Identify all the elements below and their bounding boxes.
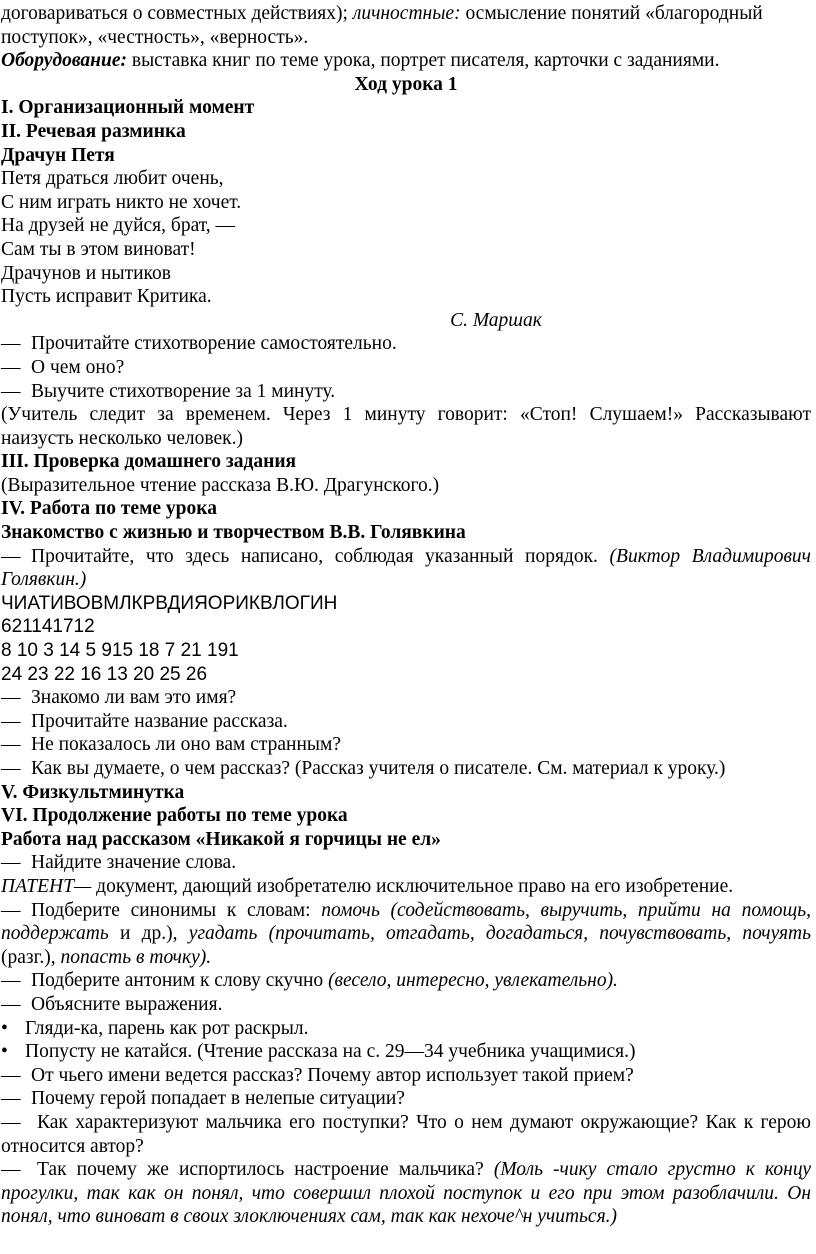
- question-item: [1, 356, 811, 380]
- poem-line: Петя драться любит очень,: [1, 168, 224, 190]
- question-text: (разг.),: [1, 946, 61, 968]
- warmup-note: (Учитель следит за временем. Через 1 минуту говорит: «Стоп! Слушаем!» Рассказывают наизусть несколько человек.): [1, 404, 811, 449]
- question-item: [1, 969, 811, 993]
- question-text: и др.),: [108, 923, 189, 945]
- poem-title: Драчун Петя: [1, 144, 115, 166]
- answer-text: помочь (содействовать, выручить, прийти на помощь, поддержать: [1, 899, 811, 945]
- section-heading-4: IV. Работа по теме урока: [1, 498, 217, 520]
- dash-marker: —: [1, 758, 21, 779]
- question-text: Подберите антоним к слову скучно: [31, 970, 329, 992]
- question-text: Как вы думаете, о чем рассказ? (Рассказ учителя о писателе. См. материал к уроку.): [31, 758, 726, 779]
- section-heading-1: I. Организационный момент: [1, 97, 255, 119]
- dash-marker: —: [1, 734, 21, 756]
- question-text: Почему герой попадает в нелепые ситуации?: [31, 1088, 405, 1110]
- intro-text: договариваться о совместных действиях);: [1, 3, 353, 24]
- dash-marker: —: [1, 1159, 21, 1181]
- section-heading-5: V. Физкультминутка: [1, 781, 185, 803]
- cipher-letters: ЧИАТИВОВМЛКРВДИЯОРИКВЛОГИН: [1, 592, 338, 614]
- lesson-title: Ход урока 1: [354, 73, 458, 95]
- question-text: Выучите стихотворение за 1 минуту.: [31, 380, 336, 402]
- dash-marker: —: [1, 1111, 21, 1133]
- question-item: [1, 993, 811, 1017]
- dash-marker: —: [1, 687, 21, 709]
- homework-text: (Выразительное чтение рассказа В.Ю. Драгунского.): [1, 474, 440, 496]
- answer-text: (Моль -чику стало грустно к концу прогулки, так как он понял, что совершил плохой поступок и его при этом разоблачили. Он понял, что виноват в своих злоключениях сам, так как нехоче^н учиться.): [1, 1159, 811, 1228]
- question-item: [1, 757, 811, 781]
- answer-text: попасть в точку).: [60, 946, 212, 968]
- poem-author: С. Маршак: [450, 309, 542, 331]
- question-text: Так почему же испортилось настроение мальчика?: [37, 1159, 494, 1181]
- section-heading-6: VI. Продолжение работы по теме урока: [1, 805, 348, 827]
- question-text: Прочитайте название рассказа.: [31, 710, 288, 732]
- question-item: [1, 686, 811, 710]
- intro-line-2: поступок», «честность», «верность».: [1, 26, 309, 48]
- poem-line: С ним играть никто не хочет.: [1, 191, 242, 213]
- section-heading-3: III. Проверка домашнего задания: [1, 451, 297, 473]
- equipment-text: выставка книг по теме урока, портрет писателя, карточки с заданиями.: [126, 50, 720, 72]
- dash-marker: —: [1, 970, 21, 992]
- question-text: Знакомо ли вам это имя?: [31, 687, 237, 709]
- question-text: О чем оно?: [31, 356, 125, 378]
- section-subheading-4: Знакомство с жизнью и творчеством В.В. Голявкина: [1, 522, 466, 544]
- dash-marker: —: [1, 333, 21, 355]
- question-item: [1, 899, 811, 970]
- bullet-text: Гляди-ка, парень как рот раскрыл.: [25, 1017, 309, 1039]
- poem: [1, 167, 811, 309]
- question-item: [1, 380, 811, 404]
- equipment-label: Оборудование:: [1, 50, 127, 72]
- question-item: [1, 1087, 811, 1111]
- question-item: [1, 1158, 811, 1229]
- poem-line: Драчунов и нытиков: [1, 262, 171, 284]
- section-subheading-6: Работа над рассказом «Никакой я горчицы не ел»: [1, 828, 441, 850]
- bullet-marker: •: [1, 1017, 8, 1039]
- definition-term: ПАТЕНТ—: [1, 875, 92, 897]
- equipment-line: [1, 49, 811, 73]
- question-item: [1, 1111, 811, 1158]
- dash-marker: —: [1, 1064, 21, 1086]
- definition-text: документ, дающий изобретателю исключительное право на его изобретение.: [91, 875, 734, 897]
- question-item: [1, 545, 811, 592]
- question-text: Прочитайте стихотворение самостоятельно.: [31, 333, 397, 355]
- cipher-numbers-1: 621141712: [1, 616, 95, 638]
- section-heading-2: II. Речевая разминка: [1, 120, 186, 142]
- cipher-numbers-3: 24 23 22 16 13 20 25 26: [1, 663, 208, 685]
- dash-marker: —: [1, 710, 21, 732]
- question-item: [1, 1064, 811, 1088]
- answer-text: (Виктор Владимирович Голявкин.): [1, 545, 811, 591]
- question-text: Как характеризуют мальчика его поступки? Что о нем думают окружающие? Как к герою относится автор?: [1, 1111, 811, 1157]
- dash-marker: —: [1, 1088, 21, 1110]
- question-item: [1, 332, 811, 356]
- poem-line: На друзей не дуйся, брат, —: [1, 215, 236, 237]
- dash-marker: —: [1, 852, 21, 874]
- question-text: Найдите значение слова.: [31, 852, 237, 874]
- answer-text: (весело, интересно, увлекательно).: [328, 970, 618, 992]
- question-item: [1, 710, 811, 734]
- question-item: [1, 733, 811, 757]
- question-text: Подберите синонимы к словам:: [31, 899, 322, 921]
- answer-text: угадать (прочитать, отгадать, догадаться, почувствовать, почуять: [188, 923, 811, 945]
- intro-text: осмысление понятий «благородный: [460, 3, 763, 24]
- bullet-marker: •: [1, 1041, 8, 1063]
- cipher-numbers-2: 8 10 3 14 5 915 18 7 21 191: [1, 640, 239, 662]
- intro-line-1: [1, 2, 811, 26]
- dash-marker: —: [1, 899, 21, 921]
- question-text: От чьего имени ведется рассказ? Почему автор использует такой прием?: [31, 1064, 634, 1086]
- question-text: Объясните выражения.: [31, 993, 223, 1015]
- intro-personal-label: личностные:: [352, 3, 461, 24]
- poem-line: Пусть исправит Критика.: [1, 286, 212, 308]
- dash-marker: —: [1, 993, 21, 1015]
- bullet-text: Попусту не катайся. (Чтение рассказа на с. 29—34 учебника учащимися.): [25, 1041, 636, 1063]
- bullet-item: [1, 1017, 811, 1041]
- dash-marker: —: [1, 380, 21, 402]
- dash-marker: —: [1, 356, 21, 378]
- bullet-item: [1, 1040, 811, 1064]
- poem-line: Сам ты в этом виноват!: [1, 238, 196, 260]
- dash-marker: —: [1, 545, 21, 567]
- question-item: [1, 851, 811, 875]
- question-text: Не показалось ли оно вам странным?: [31, 734, 342, 756]
- definition: [1, 875, 811, 899]
- question-text: Прочитайте, что здесь написано, соблюдая указанный порядок.: [31, 545, 610, 567]
